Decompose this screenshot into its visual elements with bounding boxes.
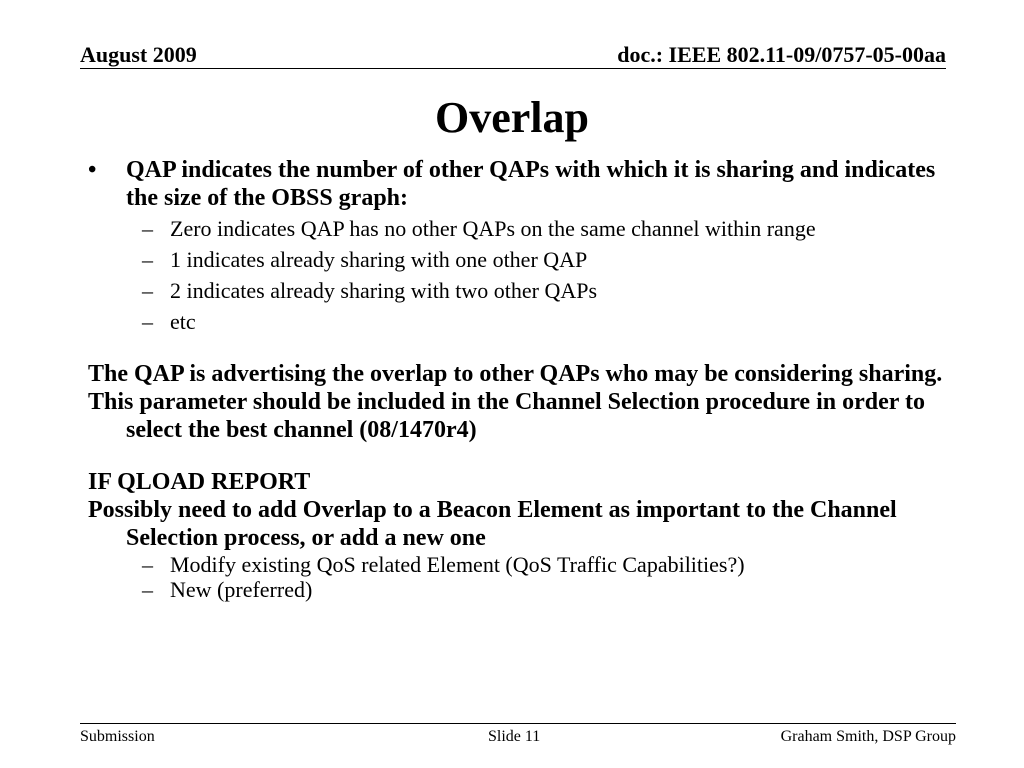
sub-item-text: 2 indicates already sharing with two other QAPs [170, 278, 598, 303]
header-doc-id: doc.: IEEE 802.11-09/0757-05-00aa [617, 42, 946, 67]
sub-item-text: 1 indicates already sharing with one other QAP [170, 247, 588, 272]
dash-marker: – [142, 247, 153, 272]
sub-item-text: Zero indicates QAP has no other QAPs on the same channel within range [170, 216, 816, 241]
dash-marker: – [142, 309, 153, 334]
paragraph-qload-report: IF QLOAD REPORT [88, 469, 311, 495]
paragraph-channel-selection: This parameter should be included in the Channel Selection procedure in order to select the best channel (08/1470r4) [88, 389, 925, 443]
paragraph-beacon-element: Possibly need to add Overlap to a Beacon Element as important to the Channel Selection process, or add a new one [88, 497, 897, 551]
footer-slide-number: Slide 11 [488, 728, 541, 745]
footer-submission: Submission [80, 728, 155, 745]
bullet-item [88, 156, 968, 212]
sub-item [88, 552, 968, 577]
header-rule [80, 68, 946, 69]
slide-title: Overlap [435, 93, 589, 142]
sub-item-text: etc [170, 309, 196, 334]
sub-item [88, 246, 968, 274]
sub-item [88, 215, 968, 243]
bullet-text: QAP indicates the number of other QAPs with which it is sharing and indicates the size of the OBSS graph: [126, 157, 936, 211]
footer-author: Graham Smith, DSP Group [780, 728, 956, 745]
dash-marker: – [142, 552, 153, 577]
paragraph-advertising: The QAP is advertising the overlap to other QAPs who may be considering sharing. [88, 361, 943, 387]
bullet-dot: • [88, 157, 97, 183]
sub-item [88, 577, 968, 602]
dash-marker: – [142, 278, 153, 303]
sub-item-text: New (preferred) [170, 577, 313, 602]
dash-marker: – [142, 216, 153, 241]
header-date: August 2009 [80, 42, 197, 67]
sub-item [88, 308, 968, 336]
sub-item [88, 277, 968, 305]
slide-body [88, 156, 968, 602]
footer-rule [80, 723, 956, 724]
sub-item-text: Modify existing QoS related Element (QoS Traffic Capabilities?) [170, 552, 745, 577]
dash-marker: – [142, 577, 153, 602]
